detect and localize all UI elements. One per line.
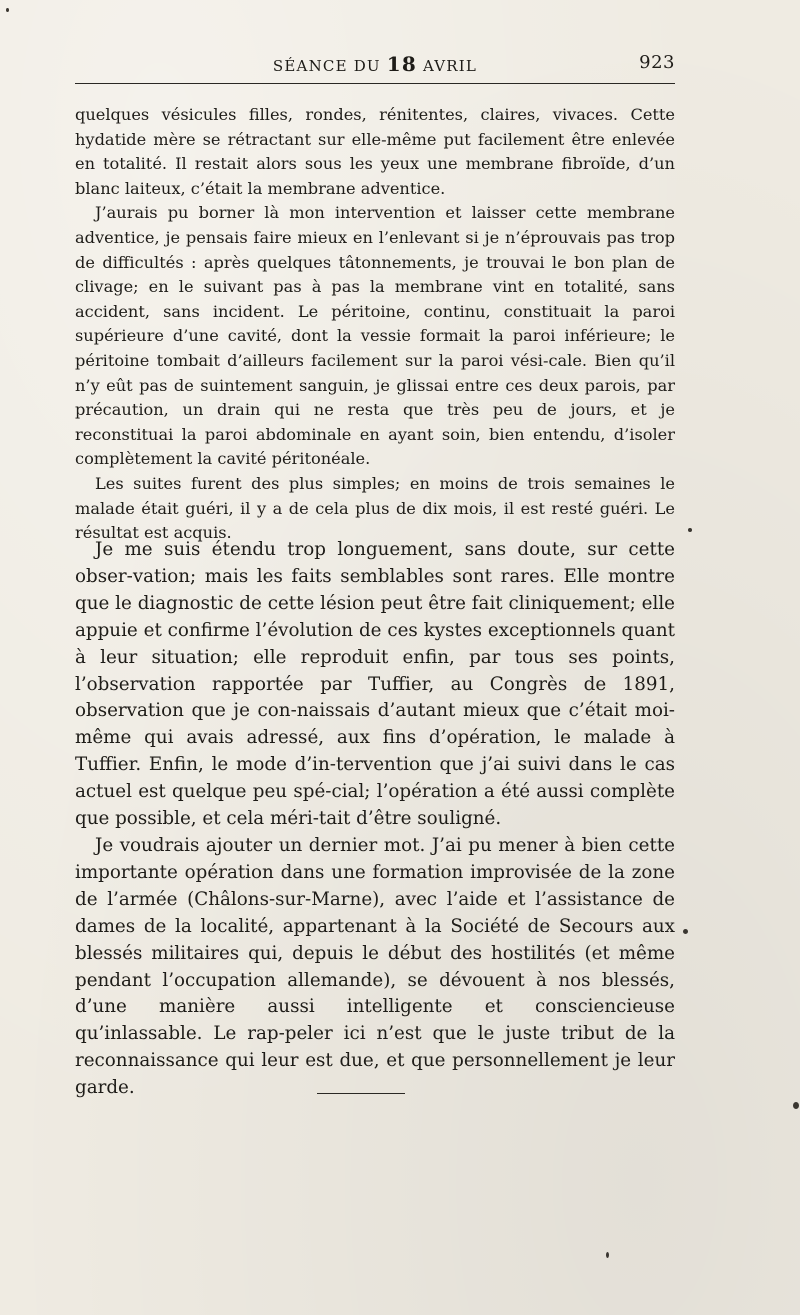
- paragraph-outcome: Les suites furent des plus simples; en moins de trois semaines le malade était guéri, il y a de cela plus de dix mois, il est resté guéri. Le résultat est acquis.: [75, 473, 675, 543]
- header-rule: [75, 83, 675, 84]
- paper-speck: [6, 8, 9, 12]
- running-title-month: AVRIL: [422, 57, 478, 75]
- paragraph-continuation: quelques vésicules filles, rondes, rénitentes, claires, vivaces. Cette hydatide mère se rétractant sur elle-même put facilement être enlevée en totalité. Il restait alors sous les yeux une membrane fibroïde, d’un blanc laiteux, c’était la membrane adventice.: [75, 105, 675, 198]
- paragraph-acknowledgement: Je voudrais ajouter un dernier mot. J’ai pu mener à bien cette importante opération dans une formation improvisée de la zone de l’armée (Châlons-sur-Marne), avec l’aide et l’assistance de dames de la localité, appartenant à la Société de Secours aux blessés militaires qui, depuis le début des hostilités (et même pendant l’occupation allemande), se dévouent à nos blessés, d’une manière aussi intelligente et consciencieuse qu’inlassable. Le rap-peler ici n’est que le juste tribut de la reconnaissance qui leur est due, et que personnellement je leur garde.: [75, 834, 675, 1099]
- paper-speck: [683, 929, 688, 934]
- observation-text-block: [75, 103, 675, 546]
- paper-speck: [688, 528, 692, 532]
- paragraph-commentary: Je me suis étendu trop longuement, sans doute, sur cette obser-vation; mais les faits semblables sont rares. Elle montre que le diagnostic de cette lésion peut être fait cliniquement; elle appuie et confirme l’évolution de ces kystes exceptionnels quant à leur situation; elle reproduit enfin, par tous ses points, l’observation rapportée par Tuffier, au Congrès de 1891, observation que je con-naissais d’autant mieux que c’était moi-même qui avais adressé, aux fins d’opération, le malade à Tuffier. Enfin, le mode d’in-tervention que j’ai suivi dans le cas actuel est quelque peu spé-cial; l’opération a été aussi complète que possible, et cela méri-tait d’être souligné.: [75, 539, 675, 830]
- paragraph-intervention: J’aurais pu borner là mon intervention et laisser cette membrane adventice, je pensais faire mieux en l’enlevant si je n’éprouvais pas trop de difficultés : après quelques tâtonnements, je trouvai le bon plan de clivage; en le suivant pas à pas la membrane vint en totalité, sans accident, sans incident. Le péritoine, continu, constituait la paroi supérieure d’une cavité, dont la vessie formait la paroi inférieure; le péritoine tombait d’ailleurs facilement sur la paroi vési-cale. Bien qu’il n’y eût pas de suintement sanguin, je glissai entre ces deux parois, par précaution, un drain qui ne resta que très peu de jours, et je reconstituai la paroi abdominale en ayant soin, bien entendu, d’isoler complètement la cavité péritonéale.: [75, 203, 675, 469]
- paper-speck: [793, 1102, 799, 1109]
- closing-rule: [317, 1093, 405, 1094]
- running-head: [75, 52, 675, 78]
- running-title: [75, 52, 675, 76]
- commentary-text-block: [75, 537, 675, 1102]
- running-title-prefix: SÉANCE DU: [272, 57, 381, 75]
- page-number: 923: [639, 52, 675, 73]
- paper-speck: [606, 1252, 609, 1258]
- running-title-day: 18: [386, 52, 417, 76]
